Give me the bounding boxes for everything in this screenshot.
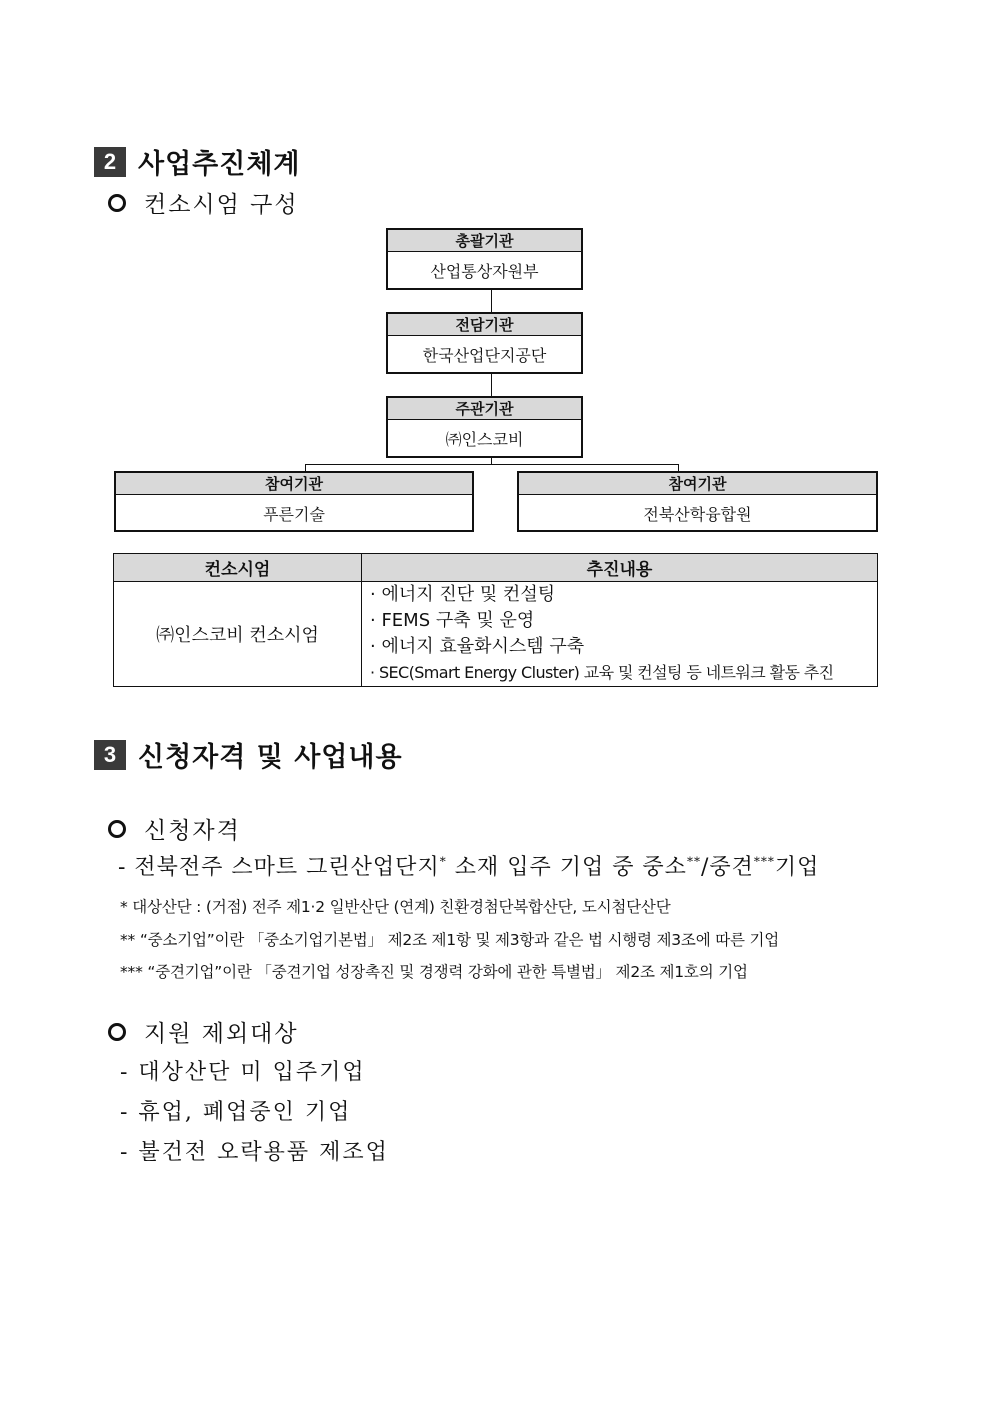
org-box-left [114,471,474,532]
bullet-label: 지원 제외대상 [144,1021,299,1047]
bullet-consortium [108,186,299,219]
org-body: 전북산학융합원 [643,505,752,524]
org-header: 총괄기관 [388,230,581,252]
org-box-top2 [386,312,583,374]
consortium-table [113,553,878,687]
org-box-right [517,471,878,532]
org-box-top1 [386,228,583,290]
section-2-heading [94,142,301,181]
section-number: 2 [94,147,126,177]
org-header: 참여기관 [116,473,472,495]
table-header: 컨소시엄 [114,554,362,582]
circle-bullet-icon [108,1023,126,1041]
org-body: ㈜인스코비 [445,430,524,449]
org-header: 주관기관 [388,398,581,420]
qual-text: 소재 입주 기업 중 중소 [446,855,687,880]
footnote: *** “중견기업”이란 「중견기업 성장촉진 및 경쟁력 강화에 관한 특별법」 제2조 제1호의 기업 [120,963,748,981]
activity-list [362,582,878,687]
connector-line [305,464,306,471]
connector-line [305,464,678,465]
qual-text: /중견 [700,855,754,880]
qual-text: 기업 [774,855,820,880]
section-title: 신청자격 및 사업내용 [138,742,403,773]
list-item: · 에너지 효율화시스템 구축 [370,636,585,657]
org-body: 한국산업단지공단 [422,346,547,365]
bullet-eligibility [108,812,241,845]
org-header: 전담기관 [388,314,581,336]
footnote-mark: ** [686,854,701,869]
bullet-label: 신청자격 [144,818,241,844]
list-item: · 에너지 진단 및 컨설팅 [370,584,556,605]
circle-bullet-icon [108,194,126,212]
connector-line [678,464,679,471]
section-number: 3 [94,740,126,770]
footnote-mark: *** [753,854,775,869]
org-box-top3 [386,396,583,458]
consortium-name: ㈜인스코비 컨소시엄 [114,582,362,687]
org-body: 푸른기술 [263,505,325,524]
list-item: · FEMS 구축 및 운영 [370,610,535,631]
footnote-mark: * [439,854,447,869]
list-item: - 대상산단 미 입주기업 [120,1060,366,1085]
bullet-label: 컨소시엄 구성 [144,192,299,218]
section-title: 사업추진체계 [138,149,301,180]
footnote: ** “중소기업”이란 「중소기업기본법」 제2조 제1항 및 제3항과 같은 법 시행령 제3조에 따른 기업 [120,931,780,949]
list-item: · SEC(Smart Energy Cluster) 교육 및 컨설팅 등 네트워크 활동 추진 [370,663,834,682]
list-item: - 휴업, 폐업중인 기업 [120,1100,352,1125]
qual-text: - 전북전주 스마트 그린산업단지 [118,855,440,880]
org-body: 산업통상자원부 [430,262,539,281]
connector-line [491,374,492,396]
section-3-heading [94,735,403,774]
connector-line [491,290,492,312]
bullet-exclusions [108,1015,299,1048]
footnote: * 대상산단 : (거점) 전주 제1·2 일반산단 (연계) 친환경첨단복합산단, 도시첨단산단 [120,898,671,916]
circle-bullet-icon [108,820,126,838]
eligibility-line [118,850,819,881]
list-item: - 불건전 오락용품 제조업 [120,1140,389,1165]
org-header: 참여기관 [519,473,876,495]
table-header: 추진내용 [362,554,878,582]
